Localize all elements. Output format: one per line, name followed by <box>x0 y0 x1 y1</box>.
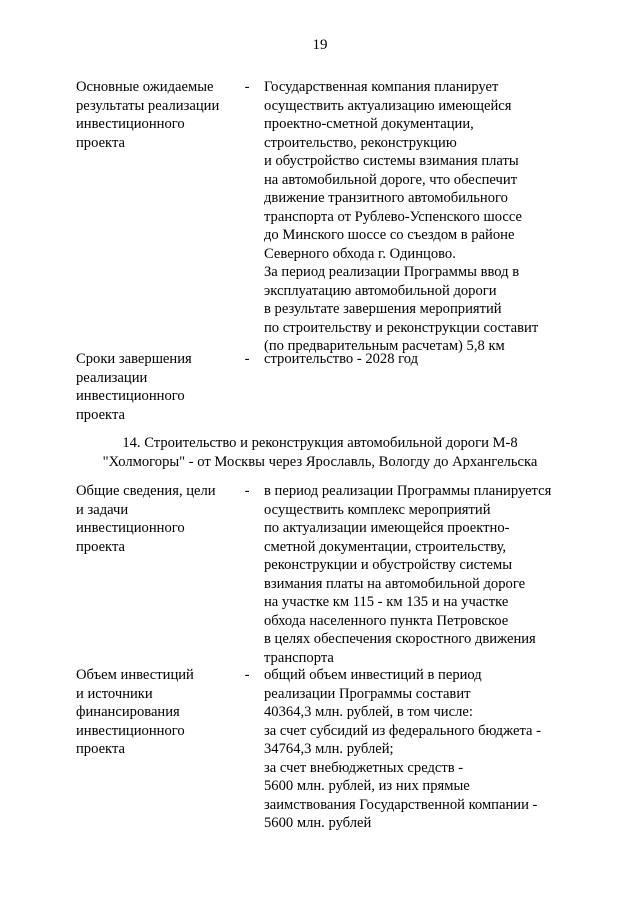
row-label <box>76 666 236 759</box>
row-label <box>76 78 236 152</box>
label-line: Объем инвестиций <box>76 667 194 683</box>
row-dash: - <box>244 667 250 683</box>
value-line: (по предварительным расчетам) 5,8 км <box>264 338 505 354</box>
value-line: 34764,3 млн. рублей; <box>264 741 394 757</box>
value-line: транспорта <box>264 649 334 666</box>
label-line: Сроки завершения <box>76 351 192 367</box>
page-number: 19 <box>312 37 328 53</box>
value-line: за счет внебюджетных средств - <box>264 759 464 776</box>
row-dash: - <box>244 79 250 95</box>
label-line: результаты реализации <box>76 97 220 114</box>
value-line: за счет субсидий из федерального бюджета - <box>264 722 542 739</box>
value-line: реконструкции и обустройству системы <box>264 557 513 573</box>
label-line: инвестиционного <box>76 520 185 536</box>
value-line: проектно-сметной документации, <box>264 116 474 132</box>
row-expected-results <box>76 78 576 358</box>
label-line: и задачи <box>76 501 129 518</box>
row-value <box>264 482 574 667</box>
value-line: осуществить актуализацию имеющейся <box>264 97 512 114</box>
label-line: инвестиционного <box>76 722 185 739</box>
label-line: реализации <box>76 369 148 386</box>
label-line: проекта <box>76 134 125 151</box>
label-line: проекта <box>76 538 125 555</box>
row-label <box>76 350 236 424</box>
row-investment-volume <box>76 666 576 846</box>
label-line: инвестиционного <box>76 116 185 132</box>
value-line: сметной документации, строительству, <box>264 538 507 555</box>
row-value <box>264 666 574 833</box>
heading-line: "Холмогоры" - от Москвы через Ярославль, Вологду до Архангельска <box>102 453 538 470</box>
row-value <box>264 78 574 356</box>
row-label <box>76 482 236 556</box>
value-line: в результате завершения мероприятий <box>264 301 502 317</box>
row-completion-terms <box>76 350 576 426</box>
value-line: движение транзитного автомобильного <box>264 190 508 206</box>
value-line: в целях обеспечения скоростного движения <box>264 631 536 647</box>
row-general-info <box>76 482 576 672</box>
label-line: Общие сведения, цели <box>76 483 216 499</box>
value-line: до Минского шоссе со съездом в районе <box>264 227 515 243</box>
label-line: Основные ожидаемые <box>76 79 214 95</box>
value-line: строительство - 2028 год <box>264 351 419 367</box>
value-line: 40364,3 млн. рублей, в том числе: <box>264 704 473 720</box>
value-line: эксплуатацию автомобильной дороги <box>264 282 497 299</box>
value-line: осуществить комплекс мероприятий <box>264 501 491 518</box>
value-line: по актуализации имеющейся проектно- <box>264 520 510 536</box>
value-line: транспорта от Рублево-Успенского шоссе <box>264 208 522 225</box>
row-value <box>264 350 574 369</box>
label-line: инвестиционного <box>76 388 185 404</box>
value-line: на участке км 115 - км 135 и на участке <box>264 594 509 610</box>
value-line: реализации Программы составит <box>264 685 471 702</box>
label-line: проекта <box>76 406 125 423</box>
value-line: Северного обхода г. Одинцово. <box>264 245 456 262</box>
value-line: 5600 млн. рублей, из них прямые <box>264 778 470 794</box>
value-line: и обустройство системы взимания платы <box>264 153 519 169</box>
value-line: строительство, реконструкцию <box>264 134 457 151</box>
value-line: За период реализации Программы ввод в <box>264 264 520 280</box>
value-line: по строительству и реконструкции составит <box>264 319 539 336</box>
value-line: Государственная компания планирует <box>264 79 499 95</box>
label-line: проекта <box>76 741 125 757</box>
heading-line: 14. Строительство и реконструкция автомобильной дороги М-8 <box>122 435 518 451</box>
value-line: на автомобильной дороге, что обеспечит <box>264 171 518 188</box>
label-line: финансирования <box>76 704 180 720</box>
value-line: заимствования Государственной компании - <box>264 796 538 813</box>
row-dash: - <box>244 483 250 499</box>
value-line: в период реализации Программы планируется <box>264 483 552 499</box>
label-line: и источники <box>76 685 153 702</box>
value-line: 5600 млн. рублей <box>264 815 372 831</box>
value-line: обхода населенного пункта Петровское <box>264 612 509 629</box>
value-line: общий объем инвестиций в период <box>264 667 482 683</box>
row-dash: - <box>244 351 250 367</box>
value-line: взимания платы на автомобильной дороге <box>264 575 526 592</box>
section-heading <box>40 434 600 471</box>
